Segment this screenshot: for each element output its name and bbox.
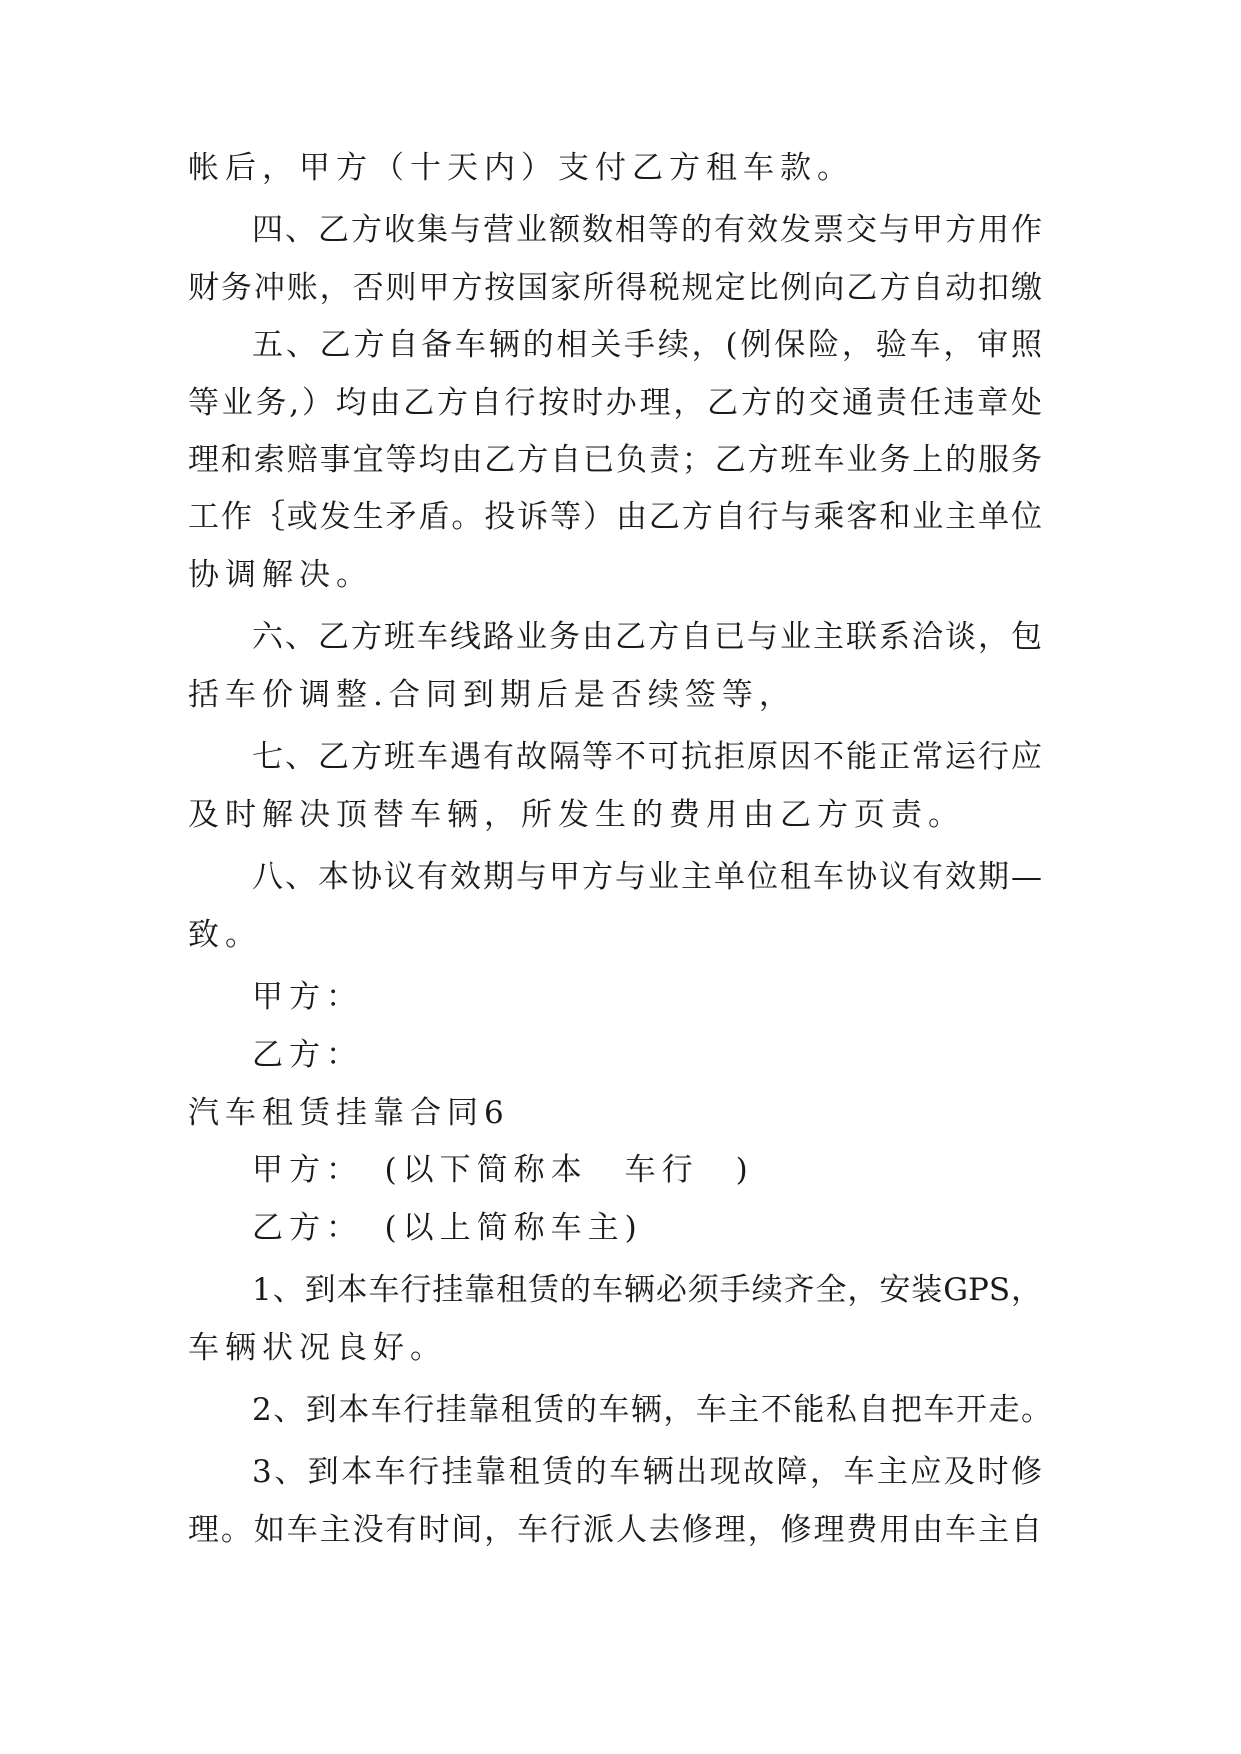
body-line: 理。如车主没有时间，车行派人去修理，修理费用由车主自: [188, 1512, 1042, 1548]
clause-5-line: 五、乙方自备车辆的相关手续，(例保险，验车，审照: [252, 327, 1042, 363]
party-a-line: 甲方： (以下简称本 车行 ): [252, 1152, 754, 1188]
clause-4-line: 四、乙方收集与营业额数相等的有效发票交与甲方用作: [252, 212, 1042, 248]
term-3-line: 3、到本车行挂靠租赁的车辆出现故障，车主应及时修: [252, 1454, 1042, 1490]
body-line: 协调解决。: [188, 557, 373, 593]
body-line: 及时解决顶替车辆，所发生的费用由乙方页责。: [188, 797, 965, 833]
party-b-line: 乙方： (以上简称车主): [252, 1210, 643, 1246]
body-line: 财务冲账，否则甲方按国家所得税规定比例向乙方自动扣缴: [188, 270, 1042, 306]
clause-7-line: 七、乙方班车遇有故隔等不可抗拒原因不能正常运行应: [252, 739, 1042, 775]
party-b-signature-label: 乙方：: [252, 1037, 363, 1073]
body-line: 括车价调整.合同到期后是否续签等，: [188, 677, 796, 713]
contract-heading: 汽车租赁挂靠合同6: [188, 1095, 510, 1131]
body-line: 帐后，甲方（十天内）支付乙方租车款。: [188, 150, 854, 186]
term-2-line: 2、到本车行挂靠租赁的车辆，车主不能私自把车开走。: [252, 1392, 1052, 1428]
body-line: 工作｛或发生矛盾。投诉等）由乙方自行与乘客和业主单位: [188, 499, 1042, 535]
clause-6-line: 六、乙方班车线路业务由乙方自已与业主联系洽谈，包: [252, 619, 1042, 655]
body-line: 理和索赔事宜等均由乙方自已负责；乙方班车业务上的服务: [188, 442, 1042, 478]
term-1-line: 1、到本车行挂靠租赁的车辆必须手续齐全，安装GPS，: [252, 1272, 1042, 1308]
body-line: 等业务,）均由乙方自行按时办理，乙方的交通责任违章处: [188, 385, 1042, 421]
body-line: 致。: [188, 917, 262, 953]
body-line: 车辆状况良好。: [188, 1330, 447, 1366]
party-a-signature-label: 甲方：: [252, 979, 363, 1015]
clause-8-line: 八、本协议有效期与甲方与业主单位租车协议有效期—: [252, 859, 1042, 895]
